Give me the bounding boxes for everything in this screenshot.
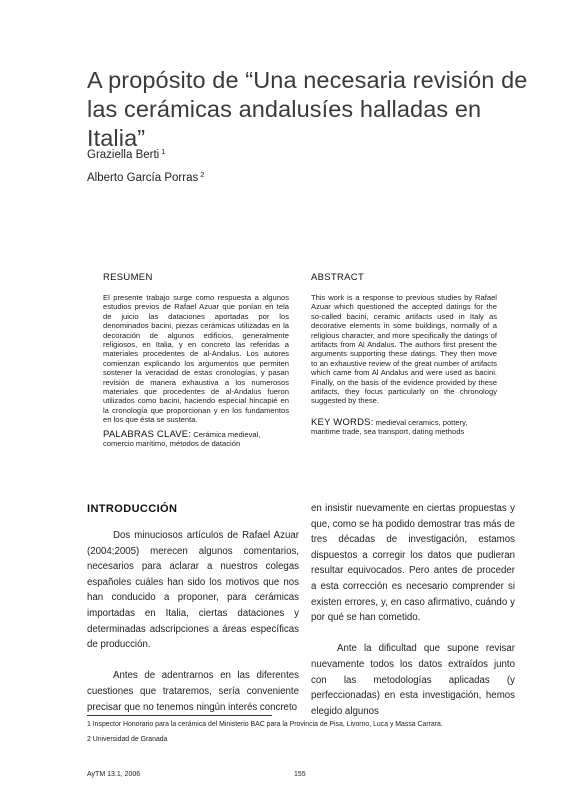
author-footnote-mark: 1	[161, 147, 166, 156]
key-words-text: medieval ceramics, pottery, maritime trade, sea transport, dating methods	[311, 417, 468, 437]
author-1	[87, 142, 204, 165]
author-2	[87, 165, 204, 188]
article-title: A propósito de “Una necesaria revisión de las cerámicas andalusíes halladas en Italia”	[87, 67, 528, 151]
page-number: 155	[294, 771, 306, 778]
palabras-clave	[103, 430, 289, 449]
intro-paragraph: Dos minuciosos artículos de Rafael Azuar (2004;2005) merecen algunos comentarios, necesarios para aclarar a nuestros colegas españoles cuáles han sido los motivos que nos han conducido a proponer, para cerámicas importadas en Italia, ciertas dataciones y determinadas adscripciones a áreas específicas de producción.	[87, 530, 299, 651]
intro-paragraph: Antes de adentrarnos en las diferentes cuestiones que trataremos, sería conveniente precisar que no tenemos ningún interés concreto	[87, 670, 299, 713]
footnote-1: 1 Inspector Honorario para la cerámica del Ministerio BAC para la Provincia de Pisa, Livorno, Luca y Massa Carrara.	[87, 721, 443, 728]
intro-left-column	[87, 528, 299, 715]
intro-paragraph: Ante la dificultad que supone revisar nuevamente todos los datos extraídos junto con las metodologías aplicadas (y perfeccionadas) en esta investigación, hemos elegido algunos	[311, 643, 515, 717]
author-list	[87, 142, 204, 188]
footnote-2: 2 Universidad de Granada	[87, 736, 168, 743]
intro-paragraph: en insistir nuevamente en ciertas propuestas y que, como se ha podido demostrar tras más de tres décadas de investigación, estamos dispuestos a corregir los datos que pudieran resultar equivocados. Pero antes de proceder a esta corrección es necesario comprender si existen errores, y, en caso afirmativo, cuándo y por qué se han cometido.	[311, 503, 515, 624]
footnote-rule	[87, 715, 272, 716]
author-name: Alberto García Porras	[87, 172, 199, 184]
resumen-section	[103, 272, 289, 449]
key-words	[311, 418, 497, 437]
resumen-heading: RESUMEN	[103, 272, 153, 283]
resumen-text: El presente trabajo surge como respuesta a algunos estudios previos de Rafael Azuar que ponían en tela de juicio las dataciones aportadas por los denominados bacini, piezas cerámicas utilizadas en la decoración de algunos edificios, generalmente religiosos, en Italia, y en concreto las referidas a materiales procedentes de al-Andalus. Los autores comienzan explicando los argumentos que permiten sostener la veracidad de estas cronologías, y pasan revisión de manera exhaustiva a los numerosos materiales que procedentes de al-Andalus fueron utilizados como bacini, haciendo especial hincapié en la cronología que proporcionan y en los fundamentos en los que ésta se sustenta.	[103, 293, 289, 425]
abstract-section	[311, 272, 497, 437]
palabras-clave-text: Cerámica medieval, comercio marítimo, métodos de datación	[103, 429, 261, 449]
abstract-text: This work is a response to previous studies by Rafael Azuar which questioned the accepted datings for the so-called bacini, ceramic artifacts used in Italy as decorative elements in some buildings, normally of a religious character, and more specifically the datings of artifacts from Al Andalus. The authors first present the arguments supporting these datings. They then move to an exhaustive review of the great number of artifacts which came from Al Andalus and were used as bacini. Finally, on the basis of the evidence provided by these artifacts, they focus particularly on the chronology suggested by these.	[311, 293, 497, 406]
journal-reference: AyTM 13.1, 2006	[87, 771, 141, 778]
author-footnote-mark: 2	[200, 170, 205, 179]
intro-heading: INTRODUCCIÓN	[87, 503, 178, 515]
key-words-label: KEY WORDS:	[311, 416, 374, 428]
palabras-clave-label: PALABRAS CLAVE:	[103, 428, 192, 440]
author-name: Graziella Berti	[87, 149, 160, 161]
intro-right-column	[311, 501, 515, 719]
abstract-heading: ABSTRACT	[311, 272, 365, 283]
